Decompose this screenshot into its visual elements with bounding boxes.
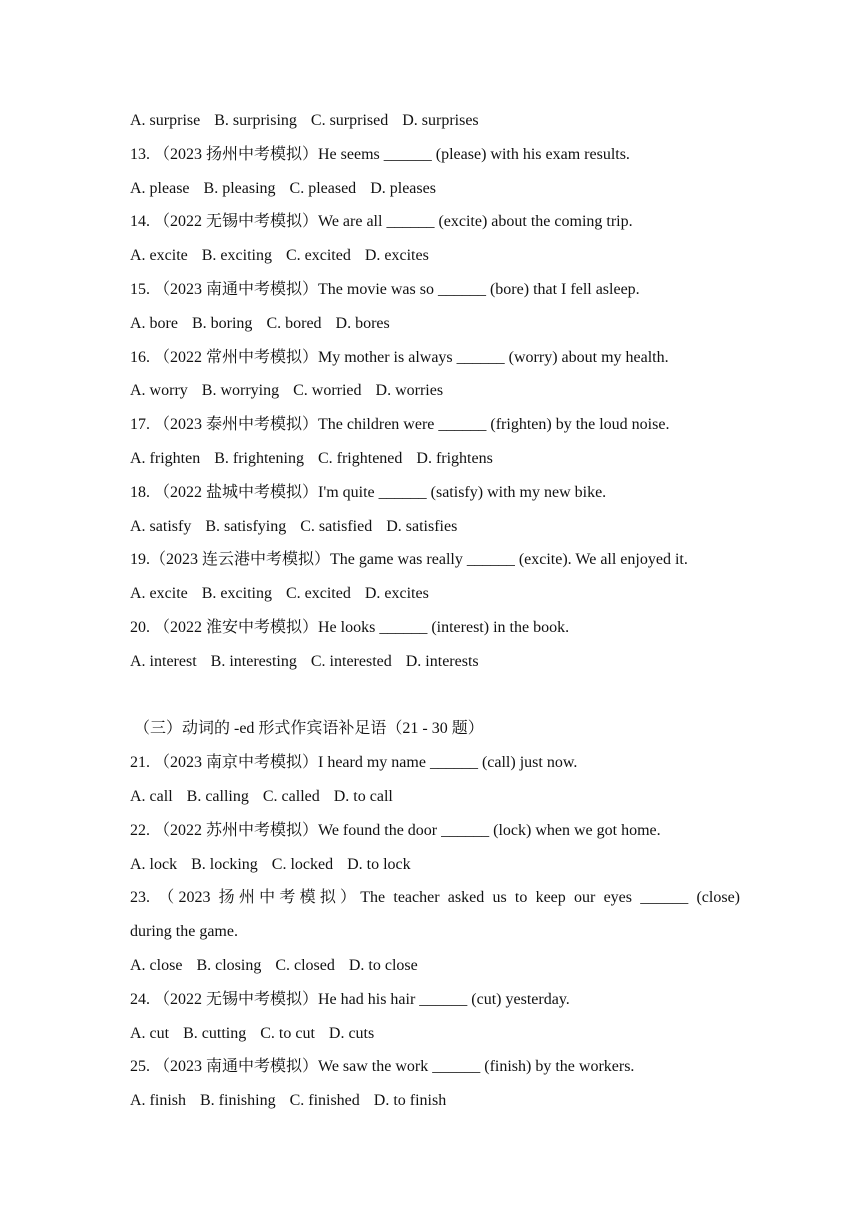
answer-option: D. to close	[348, 956, 418, 974]
answer-option: C. finished	[289, 1092, 360, 1110]
answer-option: B. locking	[191, 855, 258, 873]
answer-options	[130, 104, 740, 138]
answer-options	[130, 577, 740, 611]
question-text-continued: during the game.	[130, 923, 238, 941]
answer-option: C. locked	[271, 855, 334, 873]
answer-option: B. cutting	[183, 1024, 247, 1042]
answer-options	[130, 949, 740, 983]
question-text: 17. （2023 泰州中考模拟）The children were ______ (frighten) by the loud noise.	[130, 416, 670, 434]
answer-option: C. excited	[285, 585, 351, 603]
answer-option: C. interested	[310, 652, 392, 670]
question-text: 25. （2023 南通中考模拟）We saw the work ______ (finish) by the workers.	[130, 1058, 635, 1076]
answer-option: A. excite	[130, 585, 188, 603]
question-text: 16. （2022 常州中考模拟）My mother is always ______ (worry) about my health.	[130, 348, 669, 366]
section-heading: （三）动词的 -ed 形式作宾语补足语（21 - 30 题）	[134, 720, 484, 738]
answer-option: B. boring	[191, 314, 253, 332]
answer-options	[130, 374, 740, 408]
question-text: 18. （2022 盐城中考模拟）I'm quite ______ (satisfy) with my new bike.	[130, 483, 607, 501]
answer-option: A. please	[130, 179, 190, 197]
answer-options	[130, 848, 740, 882]
answer-option: A. finish	[130, 1092, 186, 1110]
answer-option: A. bore	[130, 314, 178, 332]
answer-options	[130, 307, 740, 341]
answer-options	[130, 1017, 740, 1051]
answer-options	[130, 239, 740, 273]
answer-options	[130, 1084, 740, 1118]
answer-option: B. worrying	[201, 382, 280, 400]
question-text: 23. （2023 扬州中考模拟）The teacher asked us to keep our eyes ______ (close)	[130, 889, 740, 907]
answer-option: D. to lock	[347, 855, 411, 873]
answer-options	[130, 510, 740, 544]
answer-option: B. exciting	[201, 585, 272, 603]
answer-options	[130, 172, 740, 206]
answer-option: A. worry	[130, 382, 188, 400]
answer-option: B. exciting	[201, 247, 272, 265]
answer-option: D. cuts	[328, 1024, 375, 1042]
answer-option: B. finishing	[200, 1092, 276, 1110]
question-text: 19.（2023 连云港中考模拟）The game was really ______ (excite). We all enjoyed it.	[130, 551, 688, 569]
answer-option: A. satisfy	[130, 517, 192, 535]
answer-option: A. lock	[130, 855, 178, 873]
answer-option: D. excites	[364, 585, 429, 603]
answer-option: A. frighten	[130, 449, 201, 467]
answer-option: B. closing	[196, 956, 262, 974]
answer-options	[130, 780, 740, 814]
answer-option: C. closed	[275, 956, 335, 974]
answer-option: A. close	[130, 956, 183, 974]
answer-option: C. pleased	[289, 179, 357, 197]
question-text: 22. （2022 苏州中考模拟）We found the door ______ (lock) when we got home.	[130, 821, 661, 839]
answer-option: D. bores	[335, 314, 390, 332]
answer-options	[130, 645, 740, 679]
answer-option: A. cut	[130, 1024, 170, 1042]
answer-option: A. excite	[130, 247, 188, 265]
answer-option: B. surprising	[214, 112, 297, 129]
answer-option: D. satisfies	[386, 517, 458, 535]
answer-option: C. to cut	[260, 1024, 315, 1042]
question-text: 21. （2023 南京中考模拟）I heard my name ______ (call) just now.	[130, 754, 578, 772]
answer-option: A. interest	[130, 652, 197, 670]
question-text: 15. （2023 南通中考模拟）The movie was so ______ (bore) that I fell asleep.	[130, 280, 640, 298]
question-text: 24. （2022 无锡中考模拟）He had his hair ______ (cut) yesterday.	[130, 990, 570, 1008]
answer-options	[130, 442, 740, 476]
answer-option: D. to finish	[373, 1092, 447, 1110]
answer-option: D. frightens	[416, 449, 493, 467]
answer-option: C. bored	[266, 314, 322, 332]
answer-option: D. pleases	[370, 179, 436, 197]
answer-option: C. frightened	[317, 449, 403, 467]
question-text: 14. （2022 无锡中考模拟）We are all ______ (excite) about the coming trip.	[130, 213, 633, 231]
answer-option: B. satisfying	[205, 517, 287, 535]
answer-option: A. surprise	[130, 112, 201, 129]
answer-option: D. interests	[405, 652, 479, 670]
answer-option: A. call	[130, 787, 173, 805]
answer-option: B. calling	[186, 787, 249, 805]
answer-option: B. interesting	[210, 652, 297, 670]
answer-option: D. excites	[364, 247, 429, 265]
question-text: 20. （2022 淮安中考模拟）He looks ______ (interest) in the book.	[130, 618, 570, 636]
answer-option: C. called	[262, 787, 320, 805]
exercise-list	[130, 104, 740, 1118]
section-spacer	[130, 679, 740, 713]
answer-option: C. satisfied	[300, 517, 373, 535]
answer-option: D. to call	[333, 787, 393, 805]
answer-option: C. excited	[285, 247, 351, 265]
answer-option: B. pleasing	[203, 179, 276, 197]
answer-option: C. worried	[293, 382, 362, 400]
answer-option: B. frightening	[214, 449, 304, 467]
question-text: 13. （2023 扬州中考模拟）He seems ______ (please) with his exam results.	[130, 145, 630, 163]
answer-option: C. surprised	[310, 112, 389, 129]
answer-option: D. worries	[375, 382, 444, 400]
answer-option: D. surprises	[402, 112, 479, 129]
